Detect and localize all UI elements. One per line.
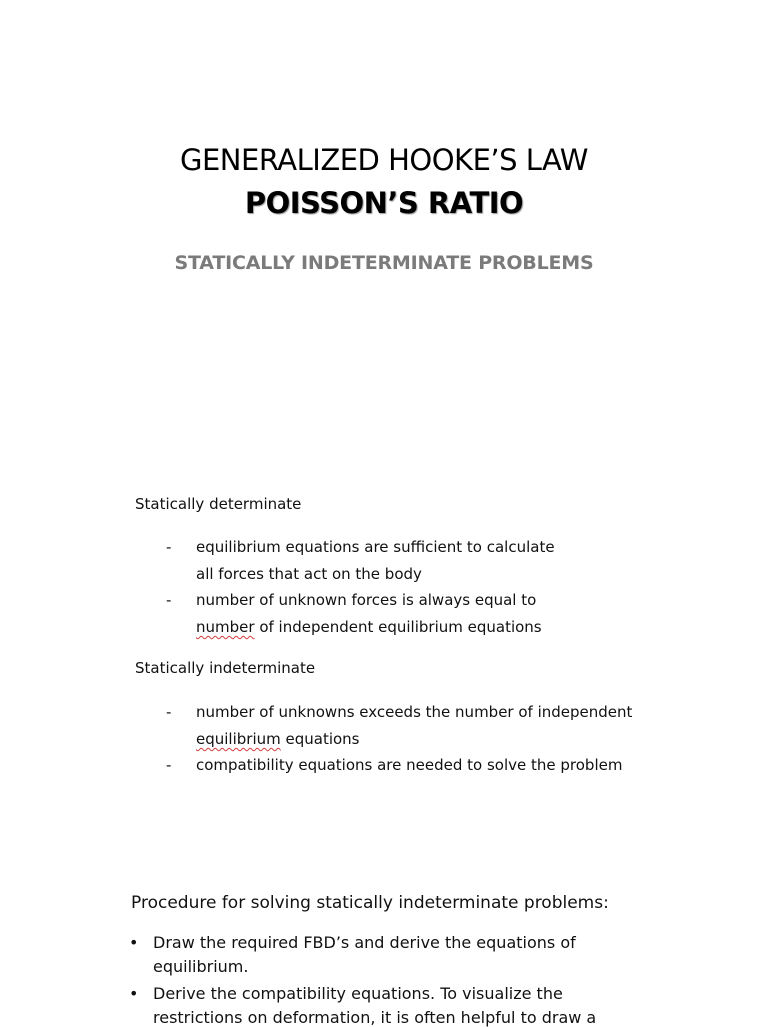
spellcheck-word: number	[196, 618, 255, 636]
determinate-item-1-line-2: all forces that act on the body	[196, 565, 422, 583]
subtitle: STATICALLY INDETERMINATE PROBLEMS	[174, 252, 594, 274]
determinate-item-1-line-1: equilibrium equations are sufficient to calculate	[196, 538, 555, 556]
line-rest: equations	[280, 730, 360, 748]
procedure-bullet-1-line-1: Draw the required FBD’s and derive the equations of	[153, 933, 576, 952]
indeterminate-heading: Statically indeterminate	[135, 659, 316, 677]
bullet-dot: •	[129, 984, 139, 1003]
indeterminate-item-1-line-2	[196, 730, 360, 748]
procedure-bullet-2-line-1: Derive the compatibility equations. To visualize the	[153, 984, 563, 1003]
dash-bullet: -	[166, 756, 172, 774]
dash-bullet: -	[166, 703, 172, 721]
procedure-heading: Procedure for solving statically indeterminate problems:	[131, 893, 609, 913]
dash-bullet: -	[166, 538, 172, 556]
bullet-dot: •	[129, 933, 139, 952]
determinate-item-2-line-2	[196, 618, 542, 636]
procedure-bullet-2-line-2: restrictions on deformation, it is often helpful to draw a	[153, 1008, 597, 1027]
indeterminate-item-1-line-1: number of unknowns exceeds the number of independent	[196, 703, 633, 721]
indeterminate-item-2-line-1: compatibility equations are needed to solve the problem	[196, 756, 623, 774]
title-line-1: GENERALIZED HOOKE’S LAW	[180, 143, 588, 177]
line-rest: of independent equilibrium equations	[254, 618, 542, 636]
determinate-heading: Statically determinate	[135, 495, 302, 513]
determinate-item-2-line-1: number of unknown forces is always equal to	[196, 591, 537, 609]
title-line-2: POISSON’S RATIO	[244, 186, 524, 220]
procedure-bullet-1-line-2: equilibrium.	[153, 957, 249, 976]
spellcheck-word: equilibrium	[196, 730, 281, 748]
dash-bullet: -	[166, 591, 172, 609]
